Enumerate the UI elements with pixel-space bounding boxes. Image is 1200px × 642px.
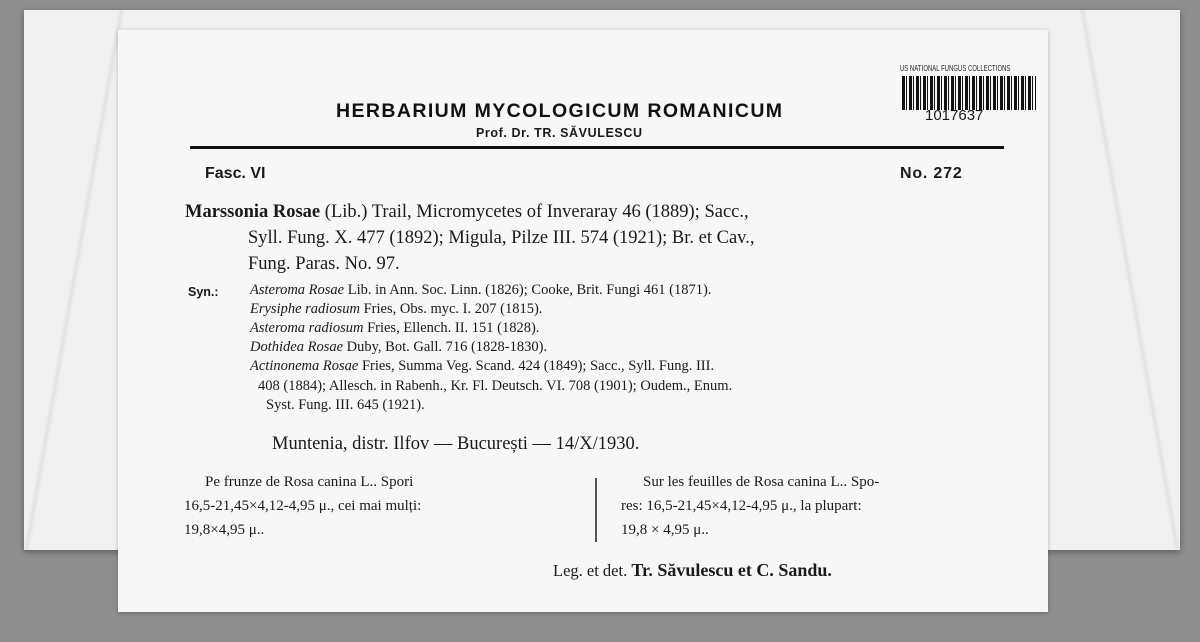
species-name: Marssonia Rosae: [185, 202, 321, 222]
fascicle: Fasc. VI: [205, 165, 266, 182]
synonym-continuation-2: Syst. Fung. III. 645 (1921).: [266, 397, 425, 413]
note-french-line-3: 19,8 × 4,95 μ..: [621, 522, 709, 538]
note-french-line-1: Sur les feuilles de Rosa canina L.. Spo-: [643, 474, 880, 490]
herbarium-subtitle: Prof. Dr. TR. SĂVULESCU: [476, 126, 643, 140]
locality: Muntenia, distr. Ilfov — București — 14/X/1930.: [272, 434, 640, 454]
envelope-fold-right: [1080, 10, 1180, 550]
species-line-1: [185, 202, 749, 223]
species-line-3: Fung. Paras. No. 97.: [248, 254, 400, 274]
barcode-number: 1017637: [925, 107, 984, 124]
header-rule: [190, 146, 1004, 149]
synonym-ref: Fries, Ellench. II. 151 (1828).: [363, 320, 540, 336]
species-citation-1: (Lib.) Trail, Micromycetes of Inveraray 46 (1889); Sacc.,: [324, 202, 749, 222]
synonym-item: [250, 320, 539, 337]
synonyms-label: Syn.:: [188, 285, 219, 299]
synonym-ref: Lib. in Ann. Soc. Linn. (1826); Cooke, Brit. Fungi 461 (1871).: [344, 282, 712, 298]
synonym-continuation-1: 408 (1884); Allesch. in Rabenh., Kr. Fl. Deutsch. VI. 708 (1901); Oudem., Enum.: [258, 378, 733, 394]
note-romanian-line-1: Pe frunze de Rosa canina L.. Spori: [205, 474, 414, 490]
synonym-name: Asteroma radiosum: [250, 320, 364, 336]
barcode-label: US NATIONAL FUNGUS COLLECTIONS: [900, 63, 1011, 73]
note-romanian-line-2: 16,5-21,45×4,12-4,95 μ., cei mai mulți:: [184, 498, 422, 514]
synonym-item: [250, 339, 547, 356]
synonym-name: Dothidea Rosae: [250, 339, 344, 355]
note-french-line-2: res: 16,5-21,45×4,12-4,95 μ., la plupart:: [621, 498, 862, 514]
collector-line: [553, 560, 832, 581]
specimen-number: No. 272: [900, 165, 963, 182]
synonym-ref: Duby, Bot. Gall. 716 (1828-1830).: [343, 339, 548, 355]
synonym-ref: Fries, Obs. myc. I. 207 (1815).: [359, 301, 543, 317]
synonym-item: [250, 358, 714, 375]
barcode: [902, 76, 1036, 110]
synonym-name: Erysiphe radiosum: [250, 301, 360, 317]
note-romanian-line-3: 19,8×4,95 μ..: [184, 522, 265, 538]
synonym-name: Asteroma Rosae: [250, 282, 345, 298]
synonym-item: [250, 301, 542, 318]
herbarium-title: HERBARIUM MYCOLOGICUM ROMANICUM: [336, 100, 784, 122]
collector-prefix: Leg. et det.: [553, 561, 628, 580]
column-divider: [595, 478, 599, 542]
collector-names: Tr. Săvulescu et C. Sandu.: [631, 560, 832, 580]
synonym-name: Actinonema Rosae: [250, 358, 359, 374]
envelope-fold-left: [24, 10, 124, 550]
synonym-item: [250, 282, 711, 299]
synonym-ref: Fries, Summa Veg. Scand. 424 (1849); Sacc., Syll. Fung. III.: [358, 358, 715, 374]
species-line-2: Syll. Fung. X. 477 (1892); Migula, Pilze III. 574 (1921); Br. et Cav.,: [248, 228, 755, 248]
